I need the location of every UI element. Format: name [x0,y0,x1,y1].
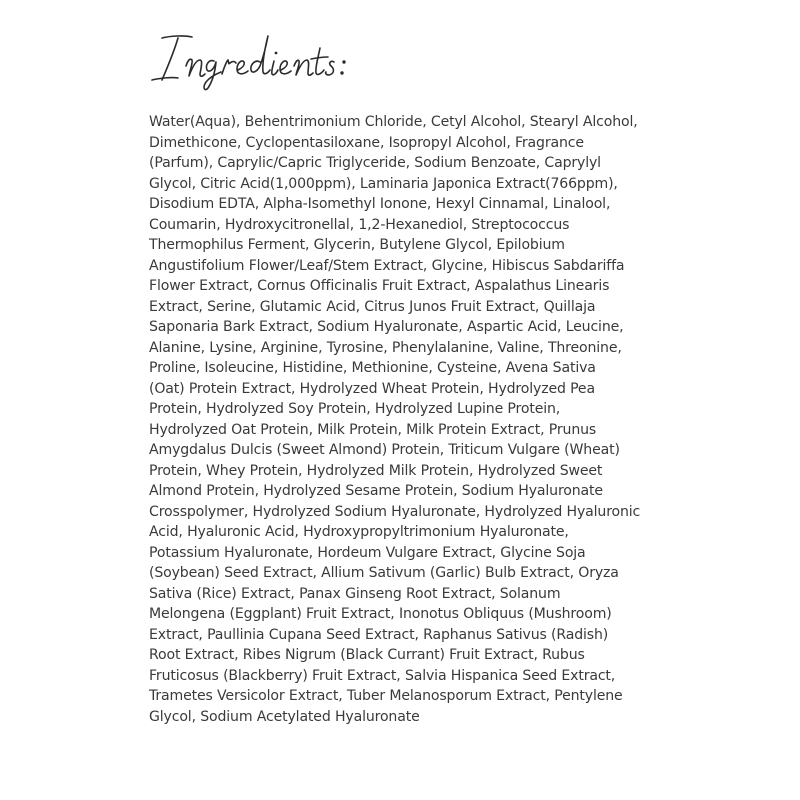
ingredients-line: Dimethicone, Cyclopentasiloxane, Isopropyl Alcohol, Fragrance [149,134,584,151]
ingredients-line: Proline, Isoleucine, Histidine, Methionine, Cysteine, Avena Sativa [149,360,596,376]
ingredients-heading [148,30,408,92]
ingredients-line: Almond Protein, Hydrolyzed Sesame Protein, Sodium Hyaluronate [149,483,603,499]
ingredients-line: Potassium Hyaluronate, Hordeum Vulgare Extract, Glycine Soja [149,544,586,561]
ingredients-line: Root Extract, Ribes Nigrum (Black Currant) Fruit Extract, Rubus [149,647,585,663]
ingredients-line: (Soybean) Seed Extract, Allium Sativum (Garlic) Bulb Extract, Oryza [149,565,619,581]
ingredients-line: Flower Extract, Cornus Officinalis Fruit Extract, Aspalathus Linearis [149,278,610,294]
ingredients-line: Glycol, Sodium Acetylated Hyaluronate [149,708,420,725]
ingredients-line: Amygdalus Dulcis (Sweet Almond) Protein, Triticum Vulgare (Wheat) [149,442,620,458]
ingredients-line: Protein, Whey Protein, Hydrolyzed Milk Protein, Hydrolyzed Sweet [149,462,603,479]
ingredients-line: Extract, Serine, Glutamic Acid, Citrus Junos Fruit Extract, Quillaja [149,298,596,315]
ingredients-script-heading [148,30,408,92]
ingredients-line: (Parfum), Caprylic/Capric Triglyceride, Sodium Benzoate, Caprylyl [149,155,601,171]
ingredients-line: Melongena (Eggplant) Fruit Extract, Inonotus Obliquus (Mushroom) [149,606,612,622]
ingredients-line: Fruticosus (Blackberry) Fruit Extract, Salvia Hispanica Seed Extract, [149,667,616,684]
ingredients-line: Hydrolyzed Oat Protein, Milk Protein, Milk Protein Extract, Prunus [149,421,597,438]
ingredients-line: Saponaria Bark Extract, Sodium Hyaluronate, Aspartic Acid, Leucine, [149,319,624,335]
ingredients-line: Coumarin, Hydroxycitronellal, 1,2-Hexanediol, Streptococcus [149,216,570,233]
ingredients-line: Extract, Paullinia Cupana Seed Extract, Raphanus Sativus (Radish) [149,626,609,643]
ingredients-line: Protein, Hydrolyzed Soy Protein, Hydrolyzed Lupine Protein, [149,401,561,417]
ingredients-line: Acid, Hyaluronic Acid, Hydroxypropyltrimonium Hyaluronate, [149,524,569,540]
ingredients-line: Disodium EDTA, Alpha-Isomethyl Ionone, Hexyl Cinnamal, Linalool, [149,196,611,212]
ingredients-line: Sativa (Rice) Extract, Panax Ginseng Root Extract, Solanum [149,585,561,602]
ingredients-list [149,112,661,727]
ingredients-line: Angustifolium Flower/Leaf/Stem Extract, Glycine, Hibiscus Sabdariffa [149,257,625,274]
ingredients-line: Thermophilus Ferment, Glycerin, Butylene Glycol, Epilobium [149,237,565,253]
ingredients-line: Trametes Versicolor Extract, Tuber Melanosporum Extract, Pentylene [149,688,623,704]
ingredients-line: Crosspolymer, Hydrolyzed Sodium Hyaluronate, Hydrolyzed Hyaluronic [149,503,641,520]
ingredients-line: Alanine, Lysine, Arginine, Tyrosine, Phenylalanine, Valine, Threonine, [149,339,622,356]
ingredients-line: Glycol, Citric Acid(1,000ppm), Laminaria Japonica Extract(766ppm), [149,175,618,192]
ingredients-line: (Oat) Protein Extract, Hydrolyzed Wheat Protein, Hydrolyzed Pea [149,380,595,397]
ingredients-line: Water(Aqua), Behentrimonium Chloride, Cetyl Alcohol, Stearyl Alcohol, [149,114,638,130]
